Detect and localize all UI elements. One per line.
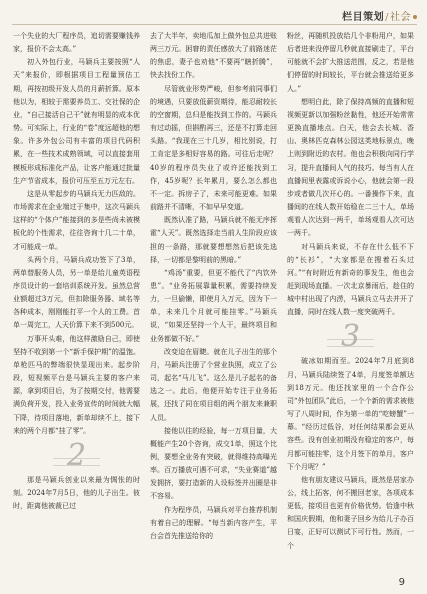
- section-number-block: [13, 437, 140, 473]
- paragraph: 万事开头难，他这样激励自己，即使坚持不收到第一个“新手保护期”的温饱。单枪匹马的弊端很快显现出来。起步阶段，短视频平台是马颖兵主要的客户来源，拿到项目后，为了按期交付，他需要满负荷开发，投入业务宣传的时间就大幅下降，待项目落地，新单却续不上，接下来的两个月都“挂了零”。: [13, 334, 140, 435]
- paragraph: 一个失业的大厂程序员，追切需要赚钱养家，报价不会太高。”: [13, 32, 140, 54]
- paragraph: 改变迫在眉睫。就在儿子出生的那个月，马颖兵注册了个营业执照，成立了公司，起名“马儿飞”。这么是儿子起名的备选之一。此后，他便开始专注于业务拓展，还找了同在项目组的两个朋友来兼职人员。: [150, 347, 277, 422]
- paragraph: 这是从零起步的马颖兵无力匹敌的。市场需求在企业端过于集中，这次马颖兵这样的“个体户”能接到的多是些尚未被模板化的个性需求，往往咨询十几二十单，才可能成一单。: [13, 189, 140, 251]
- paragraph: 想明白此，除了保持高频的直播和短视频更新以加强粉丝黏性，他还开始常常更换直播地点。白天，他会去长城、香山、奥林匹克森林公园这类地标景点，晚上则到附近的农村。他也会积极向同行学习，提升直播间人气的技巧。每当有人在直播间里表露或诉说小心，他就会第一段步或者做几次开心的。一番操作下来，直播间的在线人数开始稳在二三十人，单场观看人次达到一两千，单场观看人次可达一两千。: [287, 97, 414, 238]
- paragraph: 那是马颖兵创业以来最为惆怅的时刻。2024年7月5日，他的儿子出生。彼时，距离他被裁已过: [13, 475, 140, 511]
- paragraph: 头两个月，马颖兵成功签下了3单，两单替服务人员，另一单是给儿童英语程序员设计的一套培训系统开发。虽然总营业额超过3万元，但扣除服务器、域名等各种成本，刚刚能打平一个人的工费。首单一周完工，人天价算下来不到500元。: [13, 255, 140, 330]
- header-column-name: 栏目策划: [342, 12, 385, 23]
- page-number: 9: [398, 577, 405, 588]
- paragraph: 他有朋友建议马颖兵，既然是居家办公，线上拓客，何不搬回老家，各项成本更低，接项目也更有价格优势。恰逢中秋和国庆假期，他和妻子回乡为给儿子办百日宴，正好可以测试下可行性。然而，一个: [287, 475, 414, 550]
- paragraph: 去了大半年，卖地瓜加上做外包总共进账两三万元。困窘的责任感放大了前路迷茫的焦虑，妻子也劝他“不要再“瞎折腾”，快去找份工作。: [150, 32, 277, 80]
- page-header: [0, 0, 427, 26]
- paragraph: 尽管就业形势严峻，但参考前同事们的境遇，只要放低薪资期待，能忍耐较长的空窗期，总归是能找到工作的。马颖兵有过动摇，但斟酌再三，还是不打算走回头路。“我现在三十几岁，相比别说，打工肯定是多相好容易的路。可往后走呢？40岁的程序员失业了或许还能找到工作，45岁呢？长年累月，要么怎么都也不一定。拆房子了，未来可能更难。如果前路并不清晰，不如早早变道。: [150, 84, 277, 212]
- header-rule: [12, 24, 417, 25]
- section-number: 2: [66, 437, 87, 473]
- header-section-name: 社会: [390, 12, 411, 23]
- article-column-1: [13, 30, 140, 513]
- section-number: 3: [340, 319, 361, 355]
- header-dot-icon: [413, 15, 417, 19]
- paragraph: “鸡汤”重要，但更不能代了“内饮外患”。“业务拓展靠量积累，需要持续发力，一旦偷懒，即使月入万元，因为下一单，未来几个月就可能挂零。”马颖兵说，“如果还坚持一个人干，最终项目和业务都做不好。”: [150, 268, 277, 343]
- header-section-label: [342, 8, 417, 23]
- paragraph: 初入外包行业，马颖兵主要按照“人天”来报价，即根据项目工程量预估工期，再按初级开发人员的月薪折算。原本他以为，相较于需要养员工、交社保的企业，“自己接活自己干”就有明显的成本优势。可实际上，行业的“卷”度远超他的想象。许多外包公司有丰富的项目代码积累，在一些技术成熟领域，可以直接套用模板形成标准化产品，让客户能通过批量生产节省成本，报价可压至五万元左右。: [13, 58, 140, 185]
- paragraph: 接他以往的经验，每一万项目量，大概能产生20个咨询，成交1单，照这个比例，要想全业务有突破，就得维持高曝光率。百万播放可遇不可求，“失业赛道”越发拥挤，要打造新的人设标签并出圈是非不容易。: [150, 426, 277, 501]
- section-number-block: [287, 321, 414, 353]
- paragraph: 对马颖兵来说，不存在什么低不下的“长衫”，“大家都是在搜着石头过河。”“有时附近有新奇的事发生，他也会赶到现场直播。一次北京暴雨后，趁住的城中村出现了内涝，马颖兵立马去并开了直播，同时在线人数一度突破两千。: [287, 242, 414, 317]
- header-separator: /: [385, 12, 389, 23]
- paragraph: 粉丝，再随机投放给几个非粉用户，如果后者进来没停留几秒就直接刷走了，平台可能就不会扩大推送范围，反之，若是他们停留的时间较长，平台就会推送给更多人。”: [287, 32, 414, 93]
- paragraph: 作为程序员，马颖兵对平台推荐机制有着自己的理解。“每当新内容产生，平台会首先推送给你的: [150, 505, 277, 540]
- article-column-3: [287, 30, 414, 553]
- paragraph: 破冰如期而至。2024年7月底到8月，马颖兵陆续签了4单，月度签单额达到18万元。他还找家里的一个合作公司“外包团队”此后，一个个新的需求被他写了八周时间，作为第一单的“吃螃蟹”一幕。“经历过低谷，对任何结果都会更从容些。没有创业初期没有稳定的客户，每月都可能挂零，这个月签下的单月，客户下个月呢？”: [287, 357, 414, 471]
- paragraph: 既然认准了路，马颖兵就不能无序挥霍“人天”。既然选择走当前人生阶段应该担的一条路，那就要想想然后把该先选择，一切都是黎明前的黑暗。”: [150, 216, 277, 264]
- article-column-2: [150, 30, 277, 543]
